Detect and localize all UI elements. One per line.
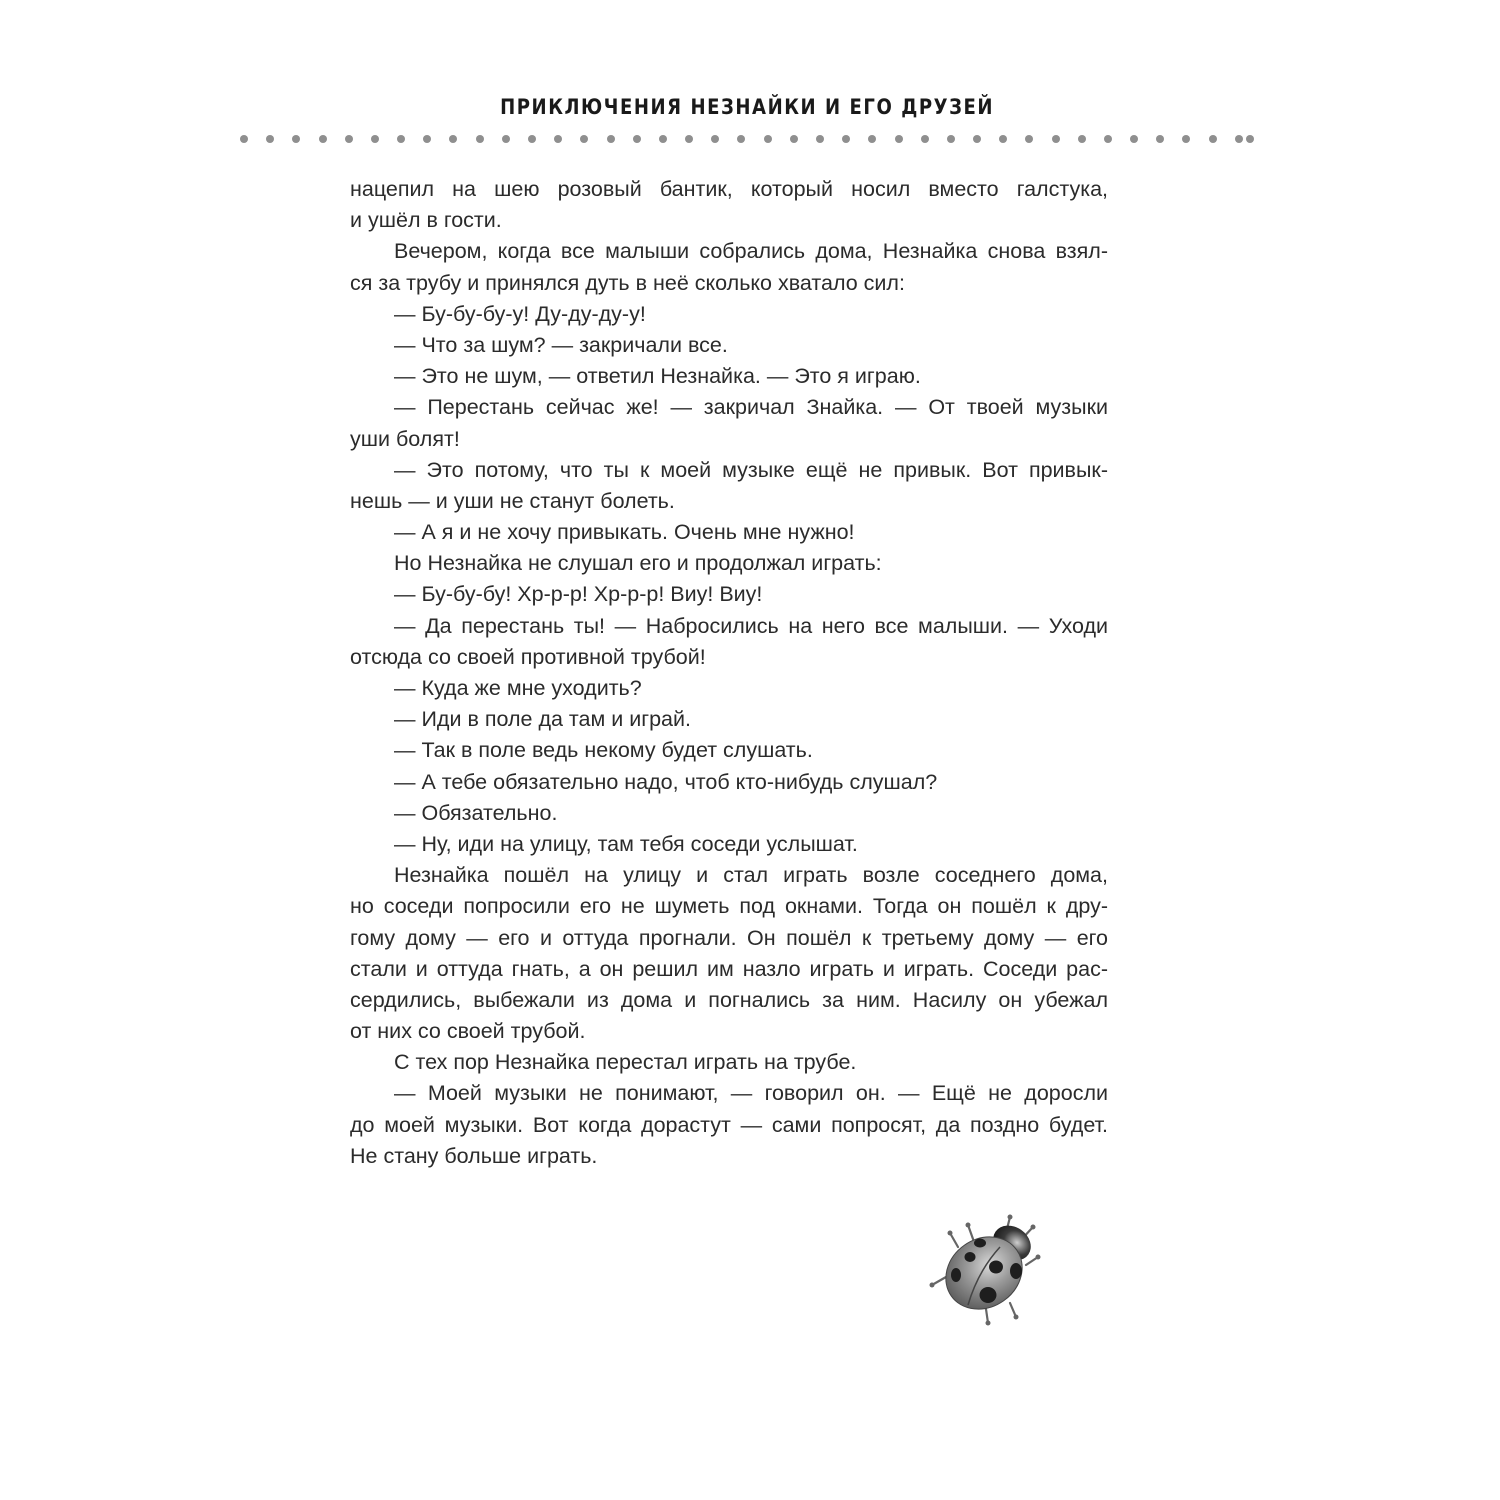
- text-line: — Ну, иди на улицу, там тебя соседи услышат.: [394, 831, 858, 856]
- separator-dot: [1246, 135, 1254, 143]
- separator-dot: [921, 135, 929, 143]
- text-line: стали и оттуда гнать, а он решил им назло играть и играть. Соседи рас-: [350, 956, 1108, 981]
- text-line: — Да перестань ты! — Набросились на него все малыши. — Уходи: [394, 613, 1108, 638]
- text-line: — А я и не хочу привыкать. Очень мне нужно!: [394, 520, 855, 545]
- separator-dot: [659, 135, 667, 143]
- separator-dot: [711, 135, 719, 143]
- text-line: — Бу-бу-бу-у! Ду-ду-ду-у!: [394, 301, 646, 326]
- separator-dot: [1052, 135, 1060, 143]
- text-line: уши болят!: [350, 426, 460, 451]
- separator-dot: [816, 135, 824, 143]
- separator-dot: [449, 135, 457, 143]
- separator-dot: [580, 135, 588, 143]
- text-line: ся за трубу и принялся дуть в неё сколько хватало сил:: [350, 270, 905, 295]
- text-line: — А тебе обязательно надо, чтоб кто-нибудь слушал?: [394, 769, 938, 794]
- text-line: нешь — и уши не станут болеть.: [350, 488, 675, 513]
- separator-dot: [947, 135, 955, 143]
- separator-dot: [1156, 135, 1164, 143]
- text-line: — Перестань сейчас же! — закричал Знайка. — От твоей музыки: [394, 395, 1108, 420]
- separator-dot: [371, 135, 379, 143]
- running-head: ПРИКЛЮЧЕНИЯ НЕЗНАЙКИ И ЕГО ДРУЗЕЙ: [500, 95, 995, 119]
- text-line: гому дому — его и оттуда прогнали. Он пошёл к третьему дому — его: [350, 925, 1108, 950]
- text-line: — Обязательно.: [394, 800, 558, 825]
- text-line: Не стану больше играть.: [350, 1143, 598, 1168]
- text-line: Вечером, когда все малыши собрались дома, Незнайка снова взял-: [394, 239, 1108, 264]
- text-line: — Моей музыки не понимают, — говорил он. — Ещё не доросли: [394, 1081, 1108, 1106]
- separator-dot: [502, 135, 510, 143]
- separator-dot: [1025, 135, 1033, 143]
- text-line: но соседи попросили его не шуметь под окнами. Тогда он пошёл к дру-: [350, 894, 1108, 919]
- text-line: — Бу-бу-бу! Хр-р-р! Хр-р-р! Виу! Виу!: [394, 582, 763, 607]
- ladybug-icon: [918, 1205, 1043, 1330]
- text-line: сердились, выбежали из дома и погнались за ним. Насилу он убежал: [350, 987, 1108, 1012]
- text-line: и ушёл в гости.: [350, 208, 502, 233]
- separator-dot: [345, 135, 353, 143]
- separator-dot: [240, 135, 248, 143]
- text-line: от них со своей трубой.: [350, 1019, 586, 1044]
- separator-dot: [1130, 135, 1138, 143]
- text-line: до моей музыки. Вот когда дорастут — сами попросят, да поздно будет.: [350, 1112, 1108, 1137]
- text-line: отсюда со своей противной трубой!: [350, 644, 706, 669]
- dotted-separator: [0, 135, 1500, 145]
- text-line: нацепил на шею розовый бантик, который носил вместо галстука,: [350, 177, 1108, 201]
- separator-dot: [292, 135, 300, 143]
- text-line: — Это потому, что ты к моей музыке ещё не привык. Вот привык-: [394, 457, 1108, 482]
- text-line: — Иди в поле да там и играй.: [394, 707, 691, 732]
- separator-dot: [999, 135, 1007, 143]
- separator-dot: [554, 135, 562, 143]
- separator-dot: [1235, 135, 1243, 143]
- separator-dot: [790, 135, 798, 143]
- separator-dot: [423, 135, 431, 143]
- separator-dot: [633, 135, 641, 143]
- text-line: — Это не шум, — ответил Незнайка. — Это я играю.: [394, 364, 921, 389]
- separator-dot: [685, 135, 693, 143]
- separator-dot: [1209, 135, 1217, 143]
- text-line: — Куда же мне уходить?: [394, 676, 642, 700]
- separator-dot: [528, 135, 536, 143]
- text-line: — Так в поле ведь некому будет слушать.: [394, 738, 813, 763]
- separator-dot: [895, 135, 903, 143]
- separator-dot: [842, 135, 850, 143]
- separator-dot: [1078, 135, 1086, 143]
- separator-dot: [868, 135, 876, 143]
- text-line: Незнайка пошёл на улицу и стал играть возле соседнего дома,: [394, 863, 1108, 888]
- separator-dot: [737, 135, 745, 143]
- separator-dot: [266, 135, 274, 143]
- separator-dot: [319, 135, 327, 143]
- story-text: [350, 174, 1108, 1172]
- text-line: — Что за шум? — закричали все.: [394, 332, 728, 357]
- separator-dot: [397, 135, 405, 143]
- separator-dot: [476, 135, 484, 143]
- separator-dot: [1182, 135, 1190, 143]
- separator-dot: [764, 135, 772, 143]
- separator-dot: [973, 135, 981, 143]
- text-line: С тех пор Незнайка перестал играть на трубе.: [394, 1050, 857, 1075]
- separator-dot: [607, 135, 615, 143]
- text-line: Но Незнайка не слушал его и продолжал играть:: [394, 551, 882, 576]
- separator-dot: [1104, 135, 1112, 143]
